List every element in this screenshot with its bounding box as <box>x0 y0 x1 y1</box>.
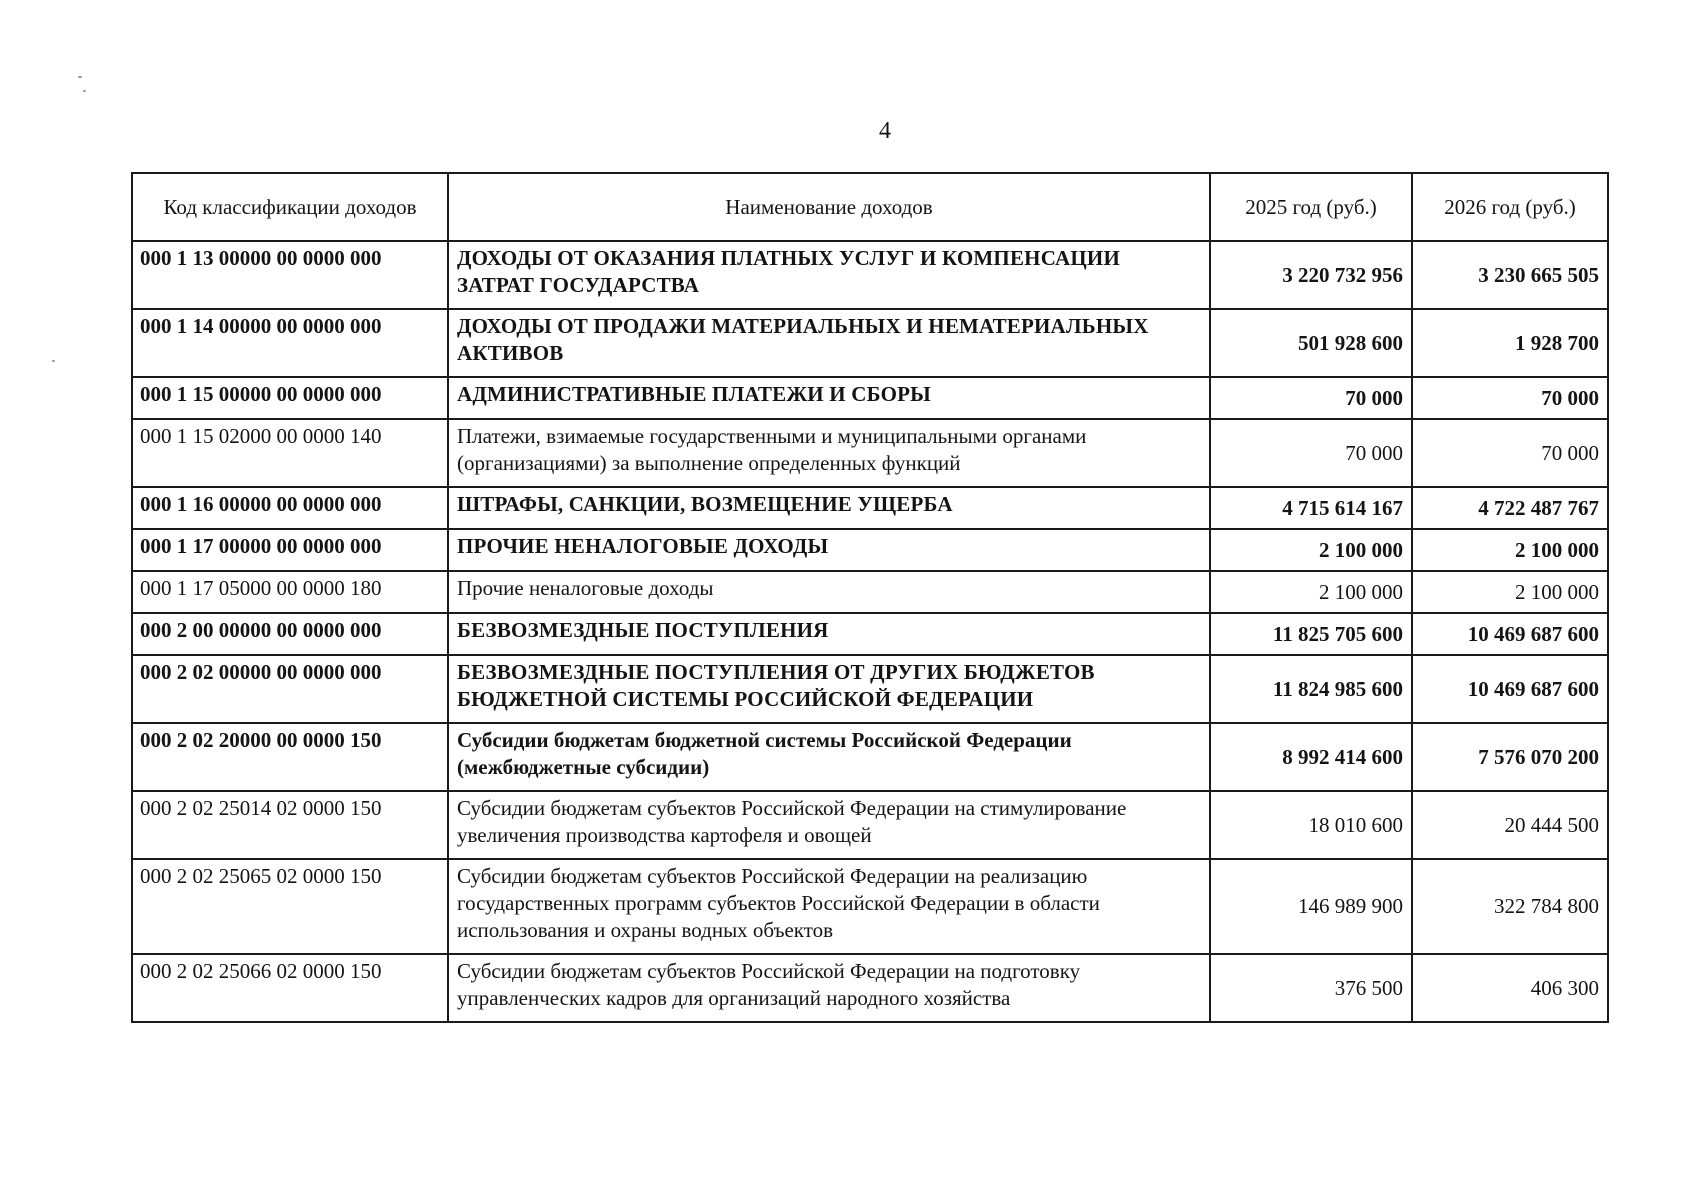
table-row <box>132 529 1608 571</box>
row-value-2025: 501 928 600 <box>1210 309 1412 377</box>
row-value-2025: 3 220 732 956 <box>1210 241 1412 309</box>
table-row <box>132 791 1608 859</box>
row-value-2026: 10 469 687 600 <box>1412 655 1608 723</box>
row-code: 000 1 14 00000 00 0000 000 <box>132 309 448 377</box>
row-value-2025: 2 100 000 <box>1210 571 1412 613</box>
row-code: 000 1 16 00000 00 0000 000 <box>132 487 448 529</box>
row-value-2026: 322 784 800 <box>1412 859 1608 954</box>
row-code: 000 1 13 00000 00 0000 000 <box>132 241 448 309</box>
row-value-2025: 11 825 705 600 <box>1210 613 1412 655</box>
row-code: 000 2 02 20000 00 0000 150 <box>132 723 448 791</box>
row-code: 000 1 15 00000 00 0000 000 <box>132 377 448 419</box>
header-year-2025: 2025 год (руб.) <box>1210 173 1412 241</box>
row-name: ДОХОДЫ ОТ ПРОДАЖИ МАТЕРИАЛЬНЫХ И НЕМАТЕРИАЛЬНЫХ АКТИВОВ <box>448 309 1210 377</box>
row-code: 000 1 17 00000 00 0000 000 <box>132 529 448 571</box>
row-value-2026: 2 100 000 <box>1412 571 1608 613</box>
page-number: 4 <box>879 118 891 144</box>
table-header-row <box>132 173 1608 241</box>
row-code: 000 2 02 25066 02 0000 150 <box>132 954 448 1022</box>
header-code: Код классификации доходов <box>132 173 448 241</box>
row-name: ШТРАФЫ, САНКЦИИ, ВОЗМЕЩЕНИЕ УЩЕРБА <box>448 487 1210 529</box>
row-code: 000 2 02 25065 02 0000 150 <box>132 859 448 954</box>
row-value-2026: 70 000 <box>1412 419 1608 487</box>
row-value-2025: 11 824 985 600 <box>1210 655 1412 723</box>
header-name: Наименование доходов <box>448 173 1210 241</box>
row-name: ДОХОДЫ ОТ ОКАЗАНИЯ ПЛАТНЫХ УСЛУГ И КОМПЕНСАЦИИ ЗАТРАТ ГОСУДАРСТВА <box>448 241 1210 309</box>
revenue-table <box>131 172 1609 1023</box>
row-name: Субсидии бюджетам бюджетной системы Российской Федерации (межбюджетные субсидии) <box>448 723 1210 791</box>
row-name: БЕЗВОЗМЕЗДНЫЕ ПОСТУПЛЕНИЯ ОТ ДРУГИХ БЮДЖЕТОВ БЮДЖЕТНОЙ СИСТЕМЫ РОССИЙСКОЙ ФЕДЕРАЦИИ <box>448 655 1210 723</box>
row-name: Субсидии бюджетам субъектов Российской Федерации на подготовку управленческих кадров для организаций народного хозяйства <box>448 954 1210 1022</box>
row-value-2026: 4 722 487 767 <box>1412 487 1608 529</box>
row-code: 000 1 17 05000 00 0000 180 <box>132 571 448 613</box>
row-value-2026: 7 576 070 200 <box>1412 723 1608 791</box>
row-value-2025: 146 989 900 <box>1210 859 1412 954</box>
row-name: ПРОЧИЕ НЕНАЛОГОВЫЕ ДОХОДЫ <box>448 529 1210 571</box>
row-name: Платежи, взимаемые государственными и муниципальными органами (организациями) за выполнение определенных функций <box>448 419 1210 487</box>
table-row <box>132 723 1608 791</box>
row-value-2026: 1 928 700 <box>1412 309 1608 377</box>
row-code: 000 2 02 25014 02 0000 150 <box>132 791 448 859</box>
row-name: Субсидии бюджетам субъектов Российской Федерации на реализацию государственных программ субъектов Российской Федерации в области использования и охраны водных объектов <box>448 859 1210 954</box>
table-row <box>132 954 1608 1022</box>
row-value-2025: 70 000 <box>1210 419 1412 487</box>
row-value-2025: 8 992 414 600 <box>1210 723 1412 791</box>
header-year-2026: 2026 год (руб.) <box>1412 173 1608 241</box>
row-value-2026: 20 444 500 <box>1412 791 1608 859</box>
table-row <box>132 487 1608 529</box>
row-value-2026: 10 469 687 600 <box>1412 613 1608 655</box>
table-row <box>132 309 1608 377</box>
row-value-2025: 4 715 614 167 <box>1210 487 1412 529</box>
row-value-2026: 70 000 <box>1412 377 1608 419</box>
row-value-2026: 406 300 <box>1412 954 1608 1022</box>
row-name: Субсидии бюджетам субъектов Российской Федерации на стимулирование увеличения производства картофеля и овощей <box>448 791 1210 859</box>
row-value-2025: 376 500 <box>1210 954 1412 1022</box>
table-row <box>132 241 1608 309</box>
table-row <box>132 419 1608 487</box>
table-row <box>132 377 1608 419</box>
row-code: 000 2 02 00000 00 0000 000 <box>132 655 448 723</box>
row-name: БЕЗВОЗМЕЗДНЫЕ ПОСТУПЛЕНИЯ <box>448 613 1210 655</box>
row-value-2025: 70 000 <box>1210 377 1412 419</box>
row-name: АДМИНИСТРАТИВНЫЕ ПЛАТЕЖИ И СБОРЫ <box>448 377 1210 419</box>
table-row <box>132 859 1608 954</box>
row-value-2025: 2 100 000 <box>1210 529 1412 571</box>
row-value-2025: 18 010 600 <box>1210 791 1412 859</box>
row-code: 000 1 15 02000 00 0000 140 <box>132 419 448 487</box>
row-value-2026: 3 230 665 505 <box>1412 241 1608 309</box>
table-row <box>132 571 1608 613</box>
table-row <box>132 655 1608 723</box>
row-name: Прочие неналоговые доходы <box>448 571 1210 613</box>
table-row <box>132 613 1608 655</box>
row-value-2026: 2 100 000 <box>1412 529 1608 571</box>
row-code: 000 2 00 00000 00 0000 000 <box>132 613 448 655</box>
